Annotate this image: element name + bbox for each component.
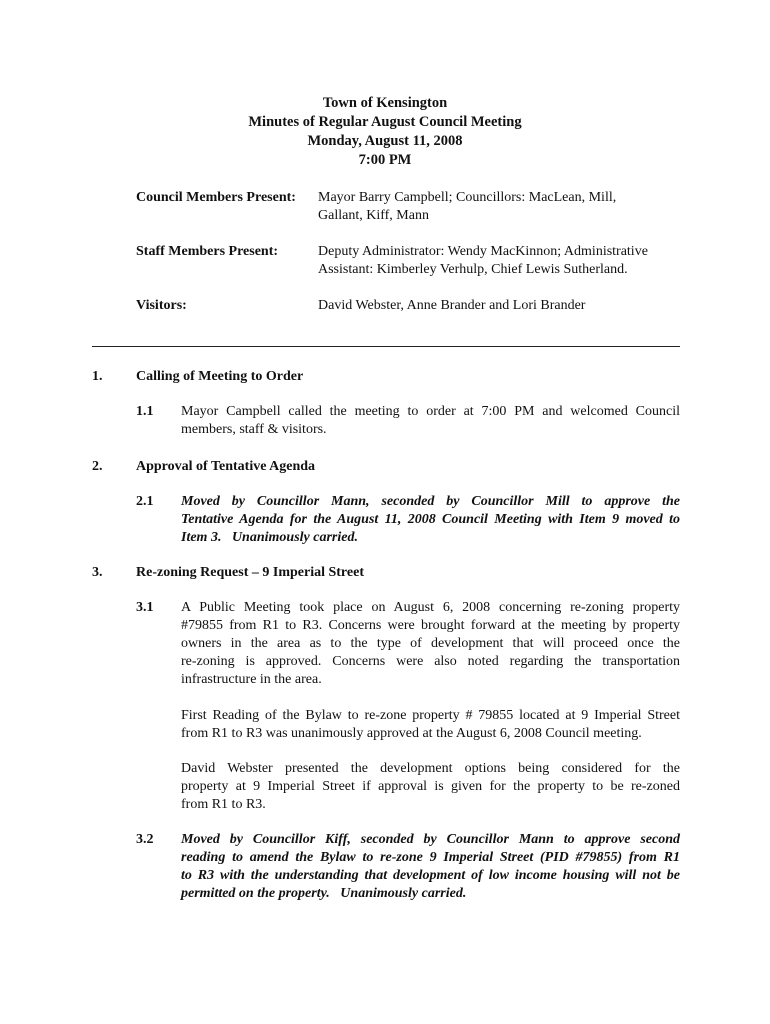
paragraph-line: First Reading of the Bylaw to re-zone property # 79855 located at 9 Imperial Street: [181, 708, 680, 723]
item-number: 3.1: [136, 600, 154, 615]
item-line: Tentative Agenda for the August 11, 2008 Council Meeting with Item 9 moved to: [181, 512, 680, 527]
section-number: 2.: [92, 459, 103, 474]
item-line: permitted on the property. Unanimously carried.: [181, 886, 467, 901]
council-members-line: Mayor Barry Campbell; Councillors: MacLean, Mill,: [318, 190, 617, 205]
section-number: 3.: [92, 565, 103, 580]
paragraph-line: from R1 to R3 was unanimously approved at the August 6, 2008 Council meeting.: [181, 726, 642, 741]
horizontal-divider: [92, 346, 680, 347]
paragraph-line: from R1 to R3.: [181, 797, 266, 812]
item-number: 3.2: [136, 832, 154, 847]
council-members-label: Council Members Present:: [136, 190, 296, 205]
motion-text: [181, 493, 680, 547]
section-title: Approval of Tentative Agenda: [136, 459, 316, 474]
staff-members-label: Staff Members Present:: [136, 244, 279, 259]
meeting-title: Minutes of Regular August Council Meeting: [248, 114, 522, 130]
visitors-line: David Webster, Anne Brander and Lori Brander: [318, 298, 586, 313]
staff-members-line: Deputy Administrator: Wendy MacKinnon; Administrative: [318, 244, 648, 259]
item-line: infrastructure in the area.: [181, 672, 322, 687]
visitors-value: [318, 297, 698, 315]
item-paragraph: [181, 760, 680, 814]
council-members-line: Gallant, Kiff, Mann: [318, 208, 429, 223]
motion-text: [181, 831, 680, 903]
item-line: Moved by Councillor Kiff, seconded by Councillor Mann to approve second: [181, 832, 680, 847]
item-line: re-zoning is approved. Concerns were also noted regarding the transportation: [181, 654, 680, 669]
document-header: [0, 94, 770, 170]
item-text: [181, 403, 680, 439]
section-number: 1.: [92, 369, 103, 384]
town-name: Town of Kensington: [322, 95, 448, 111]
paragraph-line: David Webster presented the development options being considered for the: [181, 761, 680, 776]
item-line: A Public Meeting took place on August 6, 2008 concerning re-zoning property: [181, 600, 680, 615]
staff-members-line: Assistant: Kimberley Verhulp, Chief Lewis Sutherland.: [318, 262, 628, 277]
item-paragraph: [181, 707, 680, 743]
item-line: members, staff & visitors.: [181, 422, 327, 437]
visitors-label: Visitors:: [136, 298, 187, 313]
item-text: [181, 599, 680, 689]
item-number: 2.1: [136, 494, 154, 509]
item-line: to R3 with the understanding that development of low income housing will not be: [181, 868, 680, 883]
item-line: reading to amend the Bylaw to re-zone 9 Imperial Street (PID #79855) from R1: [181, 850, 680, 865]
paragraph-line: property at 9 Imperial Street if approval is given for the property to be re-zoned: [181, 779, 680, 794]
item-number: 1.1: [136, 404, 154, 419]
item-line: Mayor Campbell called the meeting to order at 7:00 PM and welcomed Council: [181, 404, 680, 419]
staff-members-value: [318, 243, 698, 279]
meeting-time: 7:00 PM: [358, 152, 412, 168]
item-line: owners in the area as to the type of development that will proceed once the: [181, 636, 680, 651]
meeting-date: Monday, August 11, 2008: [307, 133, 463, 149]
council-members-value: [318, 189, 698, 225]
section-title: Calling of Meeting to Order: [136, 369, 304, 384]
item-line: #79855 from R1 to R3. Concerns were brought forward at the meeting by property: [181, 618, 680, 633]
item-line: Item 3. Unanimously carried.: [181, 530, 358, 545]
item-line: Moved by Councillor Mann, seconded by Councillor Mill to approve the: [181, 494, 680, 509]
section-title: Re-zoning Request – 9 Imperial Street: [136, 565, 364, 580]
